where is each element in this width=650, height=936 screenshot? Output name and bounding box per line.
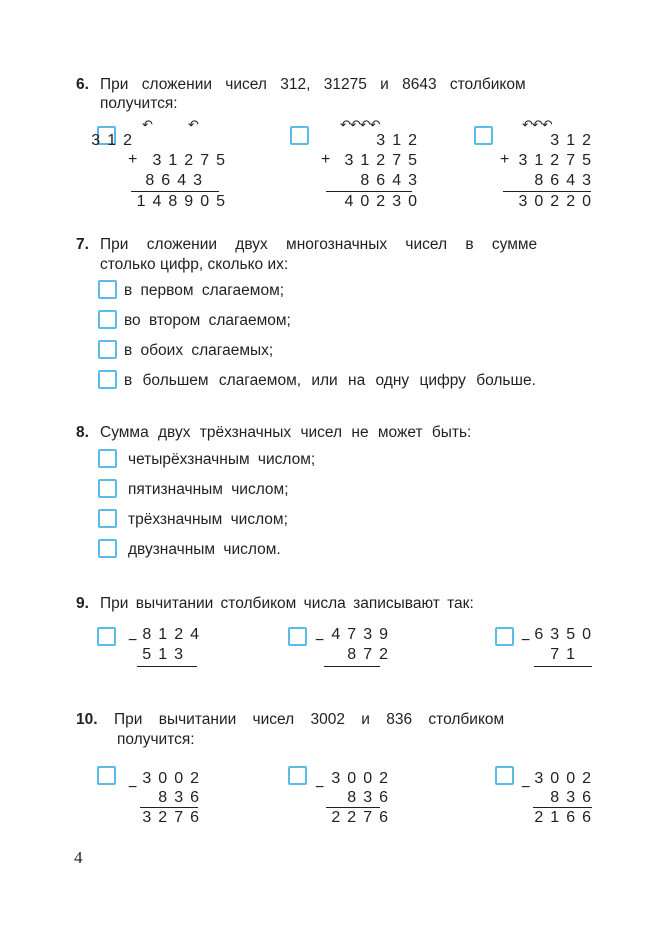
carry-mark-icon: ↶ bbox=[142, 117, 152, 132]
option-label: трёхзначным числом; bbox=[128, 511, 288, 528]
answer-checkbox[interactable] bbox=[98, 310, 117, 329]
minuend: 8124 bbox=[142, 626, 206, 643]
subtrahend: 71 bbox=[550, 646, 582, 663]
option-label: двузначным числом. bbox=[128, 541, 281, 558]
page-number: 4 bbox=[74, 848, 83, 867]
question-text: При сложении чисел 312, 31275 и 8643 столбиком bbox=[100, 76, 526, 93]
option-label: четырёхзначным числом; bbox=[128, 451, 316, 468]
subtraction-line bbox=[137, 666, 197, 667]
answer-checkbox[interactable] bbox=[495, 766, 514, 785]
option-label: в первом слагаемом; bbox=[124, 282, 285, 299]
answer-checkbox[interactable] bbox=[98, 479, 117, 498]
answer-checkbox[interactable] bbox=[495, 627, 514, 646]
minus-sign: − bbox=[521, 779, 531, 796]
addend: 312 bbox=[550, 132, 598, 149]
subtraction-line bbox=[324, 666, 380, 667]
subtrahend: 836 bbox=[158, 789, 206, 806]
question-text: При вычитании столбиком числа записывают так: bbox=[100, 595, 474, 612]
minuend: 6350 bbox=[534, 626, 598, 643]
addend: 8643 bbox=[360, 172, 424, 189]
answer-checkbox[interactable] bbox=[98, 539, 117, 558]
answer-checkbox[interactable] bbox=[288, 766, 307, 785]
result: 30220 bbox=[518, 193, 598, 210]
minus-sign: − bbox=[315, 779, 325, 796]
answer-checkbox[interactable] bbox=[98, 449, 117, 468]
answer-checkbox[interactable] bbox=[97, 627, 116, 646]
answer-checkbox[interactable] bbox=[474, 126, 493, 145]
plus-sign: + bbox=[128, 151, 138, 168]
minuend: 3002 bbox=[534, 770, 598, 787]
answer-checkbox[interactable] bbox=[98, 370, 117, 389]
addend: 31275 bbox=[518, 152, 598, 169]
question-text: При сложении двух многозначных чисел в сумме bbox=[100, 236, 538, 253]
minus-sign: − bbox=[521, 632, 531, 649]
question-number: 9. bbox=[76, 595, 89, 612]
addend: 8643 bbox=[534, 172, 598, 189]
option-label: в большем слагаемом, или на одну цифру больше. bbox=[124, 372, 536, 389]
result: 2166 bbox=[534, 809, 598, 826]
question-text: Сумма двух трёхзначных чисел не может быть: bbox=[100, 424, 472, 441]
subtrahend: 836 bbox=[550, 789, 598, 806]
option-label: в обоих слагаемых; bbox=[124, 342, 274, 359]
minuend: 3002 bbox=[331, 770, 395, 787]
subtraction-line bbox=[534, 666, 592, 667]
option-label: пятизначным числом; bbox=[128, 481, 289, 498]
plus-sign: + bbox=[500, 151, 510, 168]
result: 148905 bbox=[136, 193, 232, 210]
question-number: 7. bbox=[76, 236, 89, 253]
minus-sign: − bbox=[128, 779, 138, 796]
carry-mark-icon: ↶↶↶↶ bbox=[340, 117, 380, 132]
minuend: 3002 bbox=[142, 770, 206, 787]
result: 3276 bbox=[142, 809, 206, 826]
minus-sign: − bbox=[128, 632, 138, 649]
carry-mark-icon: ↶ bbox=[188, 117, 198, 132]
addend: 31275 bbox=[152, 152, 232, 169]
answer-checkbox[interactable] bbox=[98, 280, 117, 299]
option-label: во втором слагаемом; bbox=[124, 312, 291, 329]
carry-mark-icon: ↶↶↶ bbox=[522, 117, 552, 132]
question-number: 6. bbox=[76, 76, 89, 93]
question-text: При вычитании чисел 3002 и 836 столбиком bbox=[114, 711, 505, 728]
plus-sign: + bbox=[321, 151, 331, 168]
answer-checkbox[interactable] bbox=[98, 509, 117, 528]
subtrahend: 872 bbox=[347, 646, 395, 663]
question-text: столько цифр, сколько их: bbox=[100, 256, 289, 273]
answer-checkbox[interactable] bbox=[290, 126, 309, 145]
answer-checkbox[interactable] bbox=[98, 340, 117, 359]
question-text: получится: bbox=[100, 95, 178, 112]
question-number: 8. bbox=[76, 424, 89, 441]
question-text: получится: bbox=[117, 731, 195, 748]
minuend: 4739 bbox=[331, 626, 395, 643]
result: 40230 bbox=[344, 193, 424, 210]
minus-sign: − bbox=[315, 632, 325, 649]
result: 2276 bbox=[331, 809, 395, 826]
question-number: 10. bbox=[76, 711, 98, 728]
addend: 31275 bbox=[344, 152, 424, 169]
answer-checkbox[interactable] bbox=[288, 627, 307, 646]
addend: 8643 bbox=[145, 172, 209, 189]
addend: 312 bbox=[376, 132, 424, 149]
subtrahend: 836 bbox=[347, 789, 395, 806]
subtrahend: 513 bbox=[142, 646, 190, 663]
addend: 312 bbox=[91, 132, 139, 149]
answer-checkbox[interactable] bbox=[97, 766, 116, 785]
